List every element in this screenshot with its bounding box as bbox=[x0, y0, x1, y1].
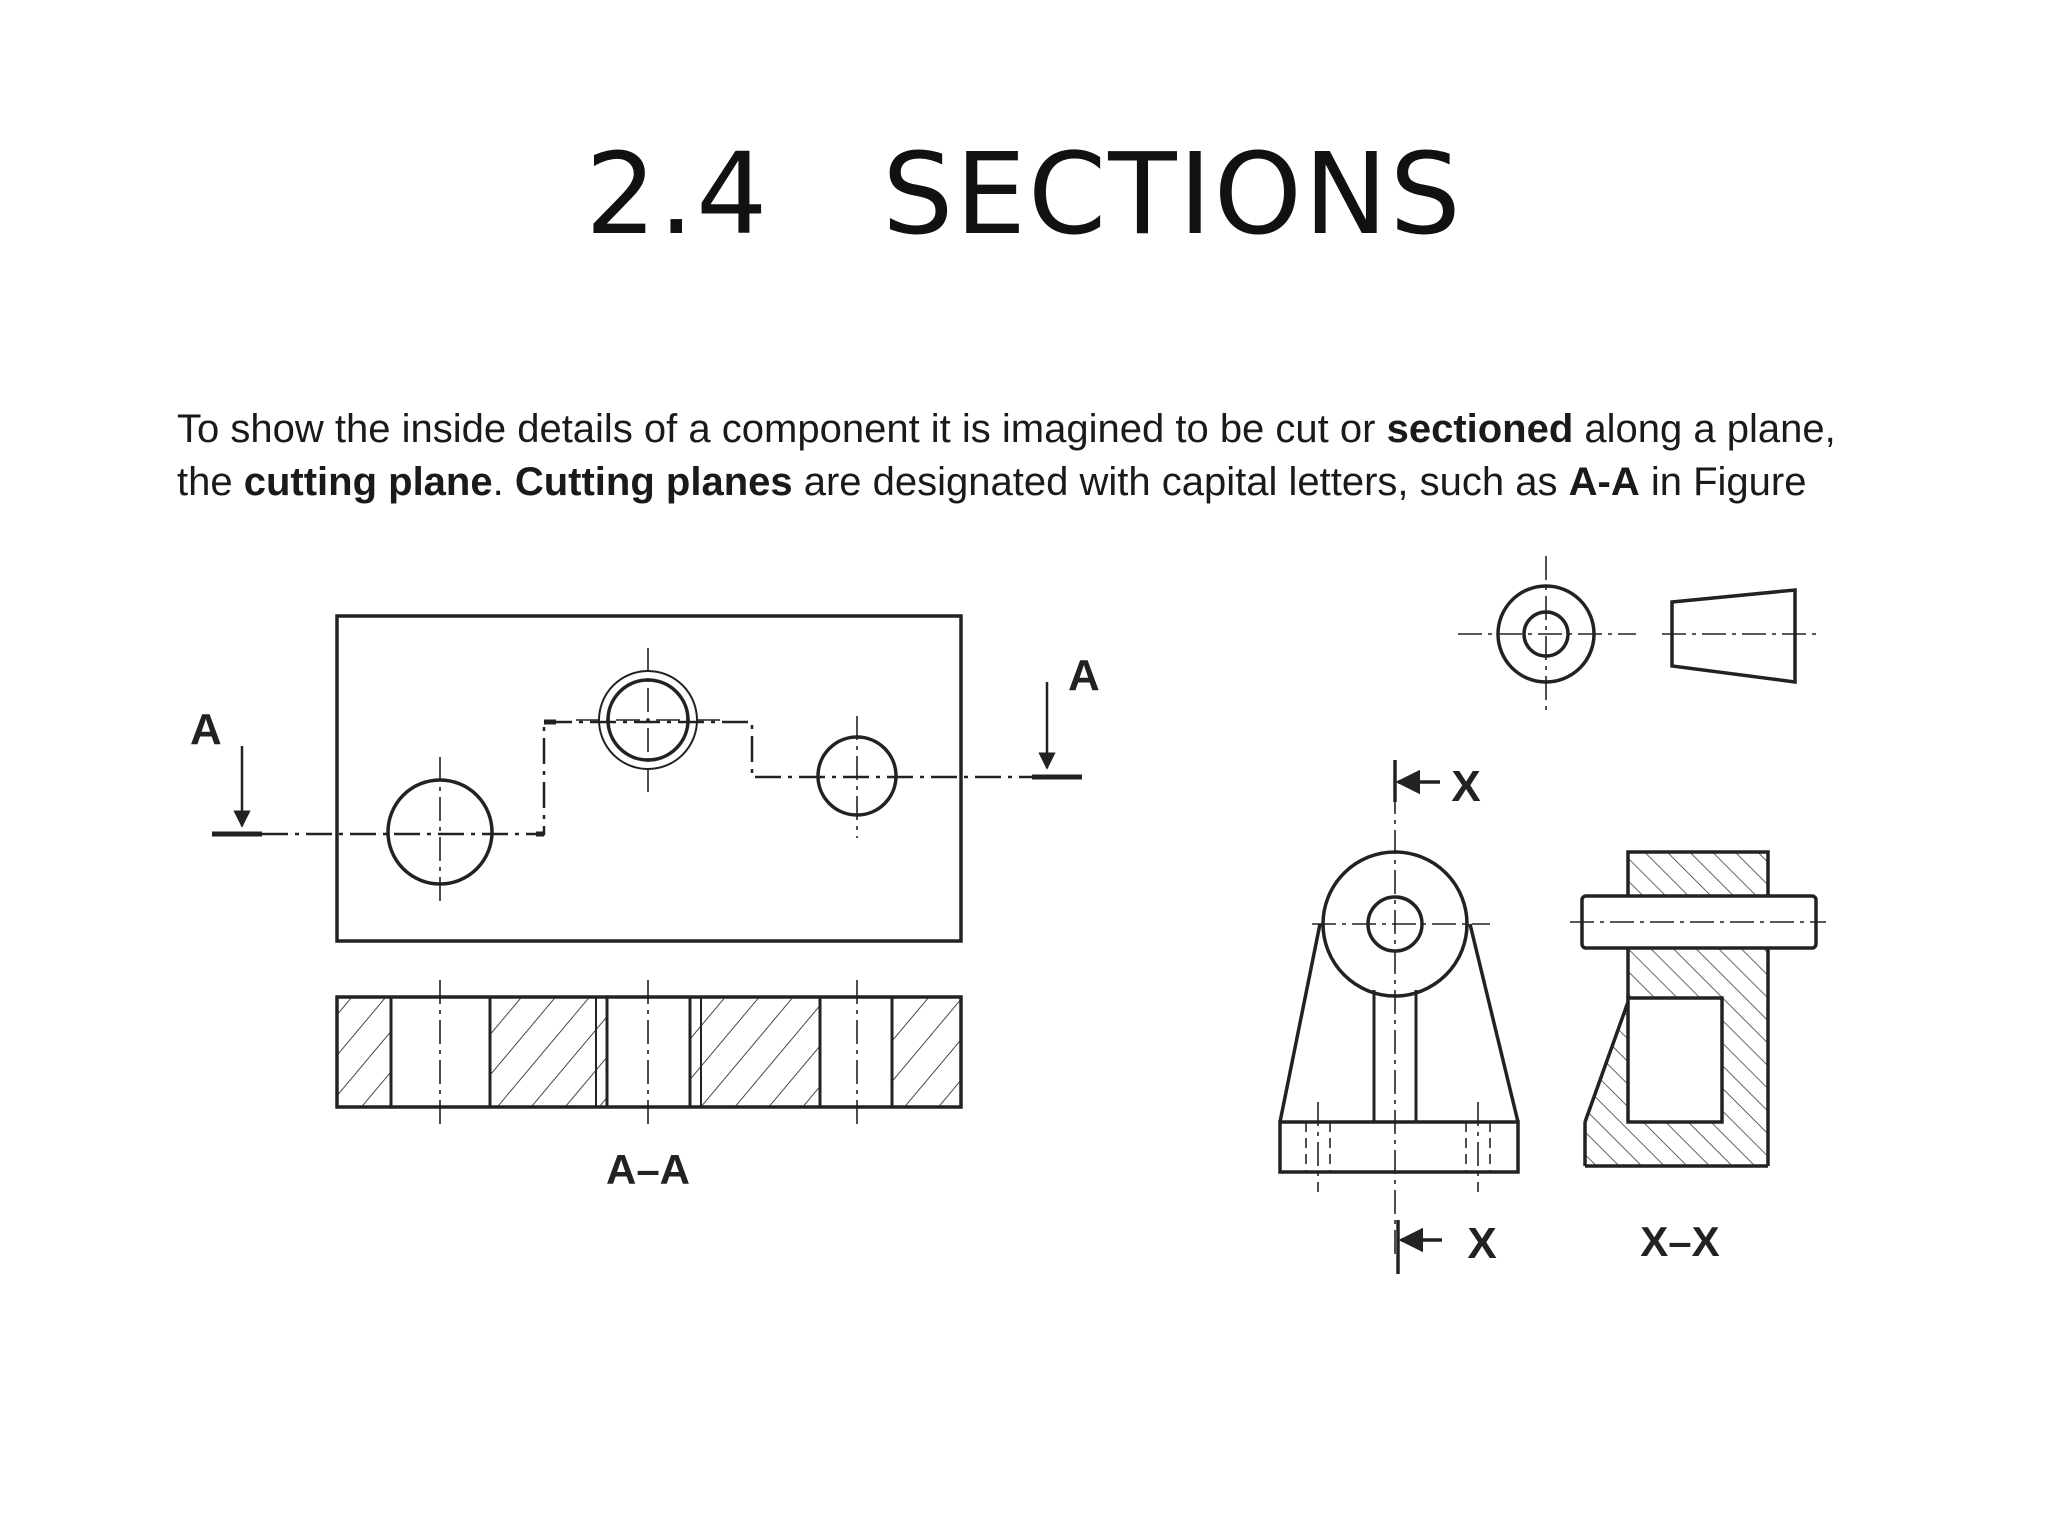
section-a-a-label: A–A bbox=[605, 1146, 691, 1193]
intro-text-4: are designated with capital letters, such as bbox=[792, 460, 1569, 504]
plate-centre-lines bbox=[440, 648, 857, 907]
tapered-side-view bbox=[1672, 590, 1795, 682]
intro-bold-sectioned: sectioned bbox=[1386, 407, 1574, 451]
intro-bold-cutting-plane: cutting plane bbox=[243, 460, 493, 504]
slide-title: 2.4 SECTIONS bbox=[585, 130, 1463, 260]
section-x-arrow-bottom bbox=[1398, 1220, 1442, 1274]
cutting-plane-line bbox=[218, 722, 1080, 834]
cutting-plane-label-left: A bbox=[190, 705, 222, 754]
section-x-label-bottom: X bbox=[1467, 1219, 1497, 1268]
section-x-x-label: X–X bbox=[1640, 1218, 1720, 1265]
section-a-a-view bbox=[337, 980, 961, 1130]
section-x-x-view bbox=[1570, 852, 1826, 1166]
plate-outline bbox=[337, 616, 961, 941]
intro-text-2: along a plane, the bbox=[177, 407, 1836, 504]
cutting-plane-label-right: A bbox=[1068, 651, 1100, 700]
section-x-arrow-top bbox=[1395, 760, 1440, 802]
base-plate bbox=[1280, 1122, 1518, 1172]
bracket-front-view bbox=[1280, 760, 1518, 1274]
intro-bold-cutting-planes: Cutting planes bbox=[514, 460, 793, 504]
plate-plan-view bbox=[212, 616, 1082, 941]
intro-text-3: . bbox=[492, 460, 515, 504]
section-a-a-outline bbox=[337, 997, 961, 1107]
small-end-views bbox=[1458, 556, 1816, 712]
intro-text-5: in Figure bbox=[1639, 460, 1807, 504]
intro-bold-a-a: A-A bbox=[1568, 460, 1640, 504]
intro-text-1: To show the inside details of a component it is imagined to be cut or bbox=[177, 407, 1387, 451]
section-x-label-top: X bbox=[1451, 762, 1481, 811]
